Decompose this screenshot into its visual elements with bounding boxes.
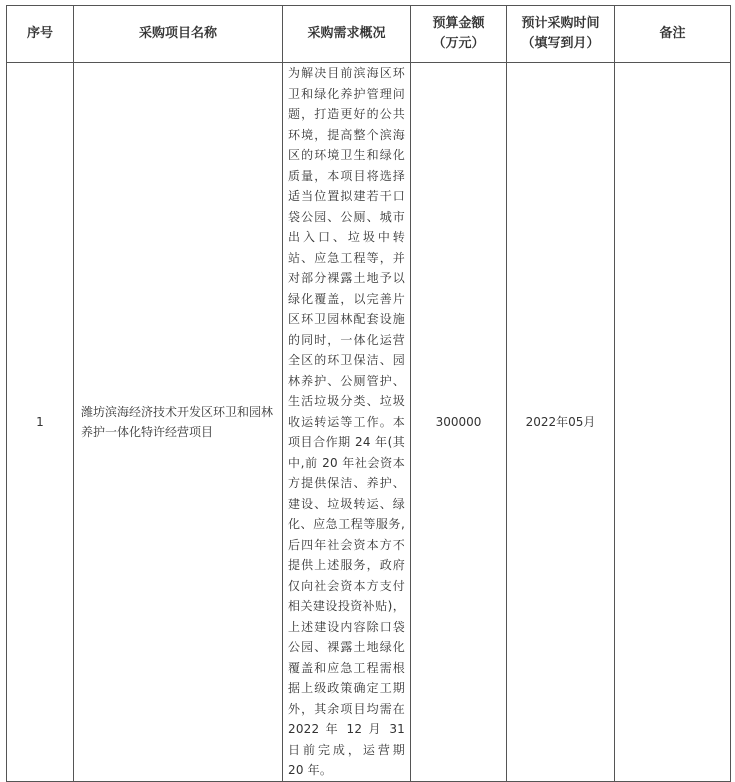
header-budget xyxy=(411,6,507,63)
header-budget-title: 预算金额 xyxy=(432,16,485,31)
cell-note xyxy=(615,63,731,782)
header-project-name: 采购项目名称 xyxy=(74,6,283,63)
header-requirement: 采购需求概况 xyxy=(283,6,411,63)
header-time xyxy=(507,6,615,63)
header-note: 备注 xyxy=(615,6,731,63)
header-budget-unit: （万元） xyxy=(432,36,485,51)
cell-project-name: 潍坊滨海经济技术开发区环卫和园林养护一体化特许经营项目 xyxy=(74,63,283,782)
table-header-row xyxy=(7,6,731,63)
table-row xyxy=(7,63,731,782)
cell-time: 2022年05月 xyxy=(507,63,615,782)
header-time-title: 预计采购时间 xyxy=(521,16,600,31)
procurement-table xyxy=(6,5,731,782)
header-time-hint: （填写到月） xyxy=(521,36,600,51)
cell-budget: 300000 xyxy=(411,63,507,782)
header-seq: 序号 xyxy=(7,6,74,63)
cell-seq: 1 xyxy=(7,63,74,782)
cell-requirement: 为解决目前滨海区环卫和绿化养护管理问题，打造更好的公共环境，提高整个滨海区的环境卫生和绿化质量，本项目将选择适当位置拟建若干口袋公园、公厕、城市出入口、垃圾中转站、应急工程等，并对部分裸露土地予以绿化覆盖，以完善片区环卫园林配套设施的同时，一体化运营全区的环卫保洁、园林养护、公厕管护、生活垃圾分类、垃圾收运转运等工作。本项目合作期 24 年(其中,前 20 年社会资本方提供保洁、养护、建设、垃圾转运、绿化、应急工程等服务,后四年社会资本方不提供上述服务，政府仅向社会资本方支付相关建设投资补贴)，上述建设内容除口袋公园、裸露土地绿化覆盖和应急工程需根据上级政策确定工期外，其余项目均需在 2022 年 12 月 31 日前完成，运营期 20 年。 xyxy=(283,63,411,782)
